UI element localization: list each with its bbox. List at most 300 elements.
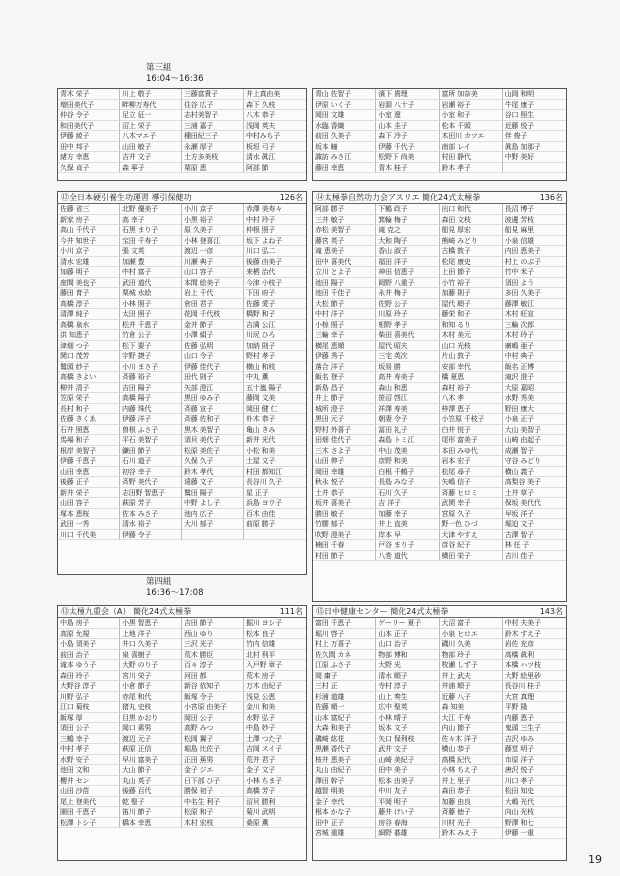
member-name: 川野 弘子 xyxy=(58,692,120,703)
member-name: 星 正子 xyxy=(244,488,306,499)
member-name: 森村 裕子 xyxy=(440,383,503,394)
member-name: 張 文英 xyxy=(120,246,182,257)
member-name: 土井 恭子 xyxy=(313,488,376,499)
member-name: 中村 孝子 xyxy=(58,744,120,755)
member-name: 吉川 佳子 xyxy=(503,551,566,562)
member-name: 大野谷 淳子 xyxy=(58,681,120,692)
block-member-count: 111名 xyxy=(279,607,303,616)
member-name: 井上 直美 xyxy=(376,519,439,530)
member-name: 鈴木 すえ子 xyxy=(503,629,566,640)
member-name: 飯塚 厚 xyxy=(58,713,120,724)
member-name: 三藤富貴子 xyxy=(182,89,244,100)
member-name: 佐藤 弘明 xyxy=(182,341,244,352)
member-name: 土澤 つた子 xyxy=(244,734,306,745)
member-name: 百々 淳子 xyxy=(182,660,244,671)
member-name: 高野 みつ xyxy=(182,723,244,734)
member-name: 堀川 啓子 xyxy=(313,629,376,640)
member-name: 伊藤 佳代子 xyxy=(182,362,244,373)
member-name: 高橋 陽子 xyxy=(120,393,182,404)
member-name: 石川 久子 xyxy=(376,488,439,499)
member-name: 乾 聖子 xyxy=(120,797,182,808)
member-name: 小室 和子 xyxy=(440,110,503,121)
member-name: 原 久美子 xyxy=(182,225,244,236)
member-name: 木村 旺宣 xyxy=(503,309,566,320)
member-name: 泉 喜樹子 xyxy=(120,650,182,661)
member-name: 新井 光代 xyxy=(244,435,306,446)
member-name: 勝保 初子 xyxy=(182,786,244,797)
member-name: 正田 蕉男 xyxy=(182,755,244,766)
member-name: 細野 碁雄 xyxy=(376,828,439,839)
member-name: 前原 勝子 xyxy=(244,519,306,530)
member-name: 井浦 順子 xyxy=(440,681,503,692)
member-name: 小島 須美子 xyxy=(58,639,120,650)
member-name: 屋代 昭夫 xyxy=(376,341,439,352)
member-name: 花岡 千代枝 xyxy=(182,309,244,320)
member-name: 小澤 絹子 xyxy=(182,330,244,341)
member-name: 牧瀬 しず子 xyxy=(440,660,503,671)
member-name: 中名生 利子 xyxy=(182,797,244,808)
member-name xyxy=(182,530,244,541)
block-member-count: 136名 xyxy=(539,193,563,202)
member-name: 掘川 ヨシ子 xyxy=(244,618,306,629)
member-name: 長島 みな子 xyxy=(376,477,439,488)
member-name: 志田野 智恵子 xyxy=(120,488,182,499)
member-name: 野村 孝子 xyxy=(244,351,306,362)
member-name: 武田 一秀 xyxy=(58,519,120,530)
member-name: 出口 和代 xyxy=(440,204,503,215)
member-name: 水野 安子 xyxy=(58,755,120,766)
member-name: 竹倉 公子 xyxy=(120,330,182,341)
member-name: 鷲頭 紗子 xyxy=(58,362,120,373)
member-name: 小椋 照子 xyxy=(313,320,376,331)
member-name: 木村 玲子 xyxy=(503,330,566,341)
member-name: 伊藤 綾子 xyxy=(58,131,120,142)
member-name: 永瀬 厚子 xyxy=(182,142,244,153)
member-name: 和田美代子 xyxy=(58,121,120,132)
block-title xyxy=(313,606,566,618)
member-name: 仲根 照子 xyxy=(244,225,306,236)
member-name: 近藤 八子 xyxy=(440,692,503,703)
member-name: 田中 美子 xyxy=(376,765,439,776)
member-name: 川原 玲子 xyxy=(376,309,439,320)
member-name: 坂易 勝 xyxy=(376,362,439,373)
member-name: 香山 淑子 xyxy=(376,246,439,257)
member-name: 諏訪 みさ江 xyxy=(313,152,376,163)
member-name: 川口 千代美 xyxy=(58,530,120,541)
member-name: 伊藤 洋子 xyxy=(120,414,182,425)
member-name: 鷲田 陽子 xyxy=(182,488,244,499)
member-name: 水野 秀美 xyxy=(503,393,566,404)
member-name: 三鶴 幸子 xyxy=(58,734,120,745)
member-name: 新島 昌子 xyxy=(313,383,376,394)
member-name: 江原 ふさ子 xyxy=(313,660,376,671)
member-name: 松岡 翼子 xyxy=(182,734,244,745)
member-name: 山田 容子 xyxy=(58,498,120,509)
member-name xyxy=(244,530,306,541)
member-name: 清水 順子 xyxy=(376,671,439,682)
member-name: 山岡 和明 xyxy=(503,89,566,100)
member-name: 曽根 ふさ子 xyxy=(120,425,182,436)
member-name: 黒瀬 香代子 xyxy=(313,744,376,755)
member-name: 八巻 道代 xyxy=(376,551,439,562)
member-name: 清澤 純子 xyxy=(58,309,120,320)
member-name: 浜島 ヨウ子 xyxy=(244,498,306,509)
member-name: 市原 洋子 xyxy=(503,755,566,766)
member-name: 清水 裕子 xyxy=(120,519,182,530)
roster-block-13 xyxy=(57,605,307,861)
member-name: 坂本 瞳 xyxy=(313,142,376,153)
member-name: 今津 小枝子 xyxy=(244,278,306,289)
member-name: 村上 のぶ子 xyxy=(503,257,566,268)
member-name: 吉沢 ゆみ xyxy=(503,734,566,745)
member-name: 斉藤 徳子 xyxy=(440,807,503,818)
member-name: 宇野 捷子 xyxy=(120,351,182,362)
roster-block-top-left xyxy=(57,88,307,181)
member-name: 小倉 節子 xyxy=(120,681,182,692)
member-name: 本橋 ハツ枝 xyxy=(503,660,566,671)
member-name: 浅岡 英夫 xyxy=(244,121,306,132)
member-name: 関口 茂芳 xyxy=(58,351,120,362)
member-name: 大野 光 xyxy=(376,660,439,671)
member-name: 猪丸 史枝 xyxy=(120,702,182,713)
member-name: 尾上 登美代 xyxy=(58,797,120,808)
member-name: 矢嶋 信子 xyxy=(440,477,503,488)
member-name: 後藤 正子 xyxy=(58,477,120,488)
block-title xyxy=(313,192,566,204)
member-name: 大嶋 光代 xyxy=(503,797,566,808)
member-name: 坂下 よね子 xyxy=(244,236,306,247)
member-name: 足立 征一 xyxy=(120,110,182,121)
member-name: 池田 千佳子 xyxy=(313,288,376,299)
member-name: 鈴木 孝代 xyxy=(182,467,244,478)
member-name: 岩上 千代 xyxy=(182,288,244,299)
member-name: 中村 典子 xyxy=(503,351,566,362)
member-name: 小松 和美 xyxy=(244,446,306,457)
member-name: 土屋 文子 xyxy=(244,456,306,467)
member-name: 野澤 和七 xyxy=(503,818,566,829)
member-name: 浅見 公恵 xyxy=(244,692,306,703)
member-name: 橋野 和子 xyxy=(244,309,306,320)
member-name: 笹沼 啓江 xyxy=(376,393,439,404)
member-name: 川村 光子 xyxy=(440,818,503,829)
member-name: 堀迫 文子 xyxy=(503,519,566,530)
member-name: 松田 知史 xyxy=(503,786,566,797)
member-name: 宮城 重雄 xyxy=(313,828,376,839)
member-name: 大沼 富子 xyxy=(440,618,503,629)
member-name: 三村 正 xyxy=(313,681,376,692)
member-name: 矢口 保利枝 xyxy=(376,734,439,745)
member-name: 大宮 真理 xyxy=(503,692,566,703)
roster-block-12 xyxy=(57,191,307,575)
member-name: 安部 幸代 xyxy=(440,362,503,373)
member-name: 藤田 幸恵 xyxy=(313,163,376,174)
member-name: 柴田 喜美代 xyxy=(376,330,439,341)
member-name: 石川 道子 xyxy=(120,456,182,467)
member-name: 飯塚 令子 xyxy=(182,692,244,703)
member-name: 松本 千頭 xyxy=(440,121,503,132)
member-name: 小川 京子 xyxy=(58,246,120,257)
member-name: 西山 ゆり xyxy=(182,629,244,640)
member-name: 橋 夏恵 xyxy=(440,372,503,383)
member-name: 林 任 子 xyxy=(503,540,566,551)
member-name: 小泉 正子 xyxy=(503,414,566,425)
member-name: 赤尾 和代 xyxy=(120,692,182,703)
member-name: 堀島 比佐子 xyxy=(182,744,244,755)
member-name: 秋永 悦子 xyxy=(313,477,376,488)
member-name: 金子 文子 xyxy=(244,765,306,776)
member-name xyxy=(503,163,566,174)
member-name: 滝沢 澄子 xyxy=(503,372,566,383)
member-name: 小竹 裕子 xyxy=(440,278,503,289)
member-name: 吉田 陽子 xyxy=(120,383,182,394)
member-name: 山崎 由起子 xyxy=(503,435,566,446)
member-name: 城所 澄子 xyxy=(313,404,376,415)
member-name: 松尾 康史 xyxy=(440,257,503,268)
member-name: 笛川 節子 xyxy=(120,807,182,818)
member-name: 波邊 芳枝 xyxy=(503,215,566,226)
member-name: 山崎 美紀子 xyxy=(376,755,439,766)
member-name: 中島 妙子 xyxy=(244,723,306,734)
member-name: 種田紀三子 xyxy=(182,131,244,142)
name-grid xyxy=(58,618,306,828)
member-name: 八木 孝 xyxy=(440,393,503,404)
member-name: 井上 節子 xyxy=(313,393,376,404)
member-name: 井口 久美子 xyxy=(120,639,182,650)
member-name: 佐久間 カネ xyxy=(313,650,376,661)
group3-header xyxy=(146,63,204,85)
member-name: 清水 眞江 xyxy=(244,152,306,163)
member-name: 田代 則子 xyxy=(182,372,244,383)
member-name: 濱下 貴理 xyxy=(376,89,439,100)
member-name: 森田 玲子 xyxy=(58,671,120,682)
member-name: 須田 よう xyxy=(503,278,566,289)
member-name: 成瀬 智子 xyxy=(503,446,566,457)
member-name: 横山 和枝 xyxy=(244,362,306,373)
member-name: 井上 里子 xyxy=(440,776,503,787)
name-grid xyxy=(313,204,566,561)
member-name: 武田 道代 xyxy=(120,278,182,289)
roster-block-15 xyxy=(312,605,567,861)
member-name: 江口 菊枝 xyxy=(58,702,120,713)
member-name: 朴木 恭子 xyxy=(244,414,306,425)
member-name: 三輪 幸子 xyxy=(313,330,376,341)
member-name: 丸山 英子 xyxy=(120,776,182,787)
member-name: 森山 和恵 xyxy=(376,383,439,394)
member-name: 野村 外喜子 xyxy=(313,425,376,436)
member-name: 藤井 けい子 xyxy=(376,807,439,818)
name-grid xyxy=(58,89,306,173)
member-name: 小林 晴子 xyxy=(376,713,439,724)
member-name: 牛尾 康子 xyxy=(503,100,566,111)
member-name: 梓澤 恵子 xyxy=(440,404,503,415)
member-name: 冨田 礼子 xyxy=(376,425,439,436)
member-name: 百木 由佳 xyxy=(244,509,306,520)
member-name: 小林 ちま子 xyxy=(244,776,306,787)
member-name: 後藤 由美子 xyxy=(244,257,306,268)
member-name: 桑原 薫 xyxy=(244,818,306,829)
member-name: ゲーリー 夏子 xyxy=(376,618,439,629)
member-name: 戸谷 まり子 xyxy=(376,540,439,551)
member-name: 根岸 美智子 xyxy=(58,446,120,457)
member-name: 横田 栄子 xyxy=(440,551,503,562)
member-name: 祥澤 寿美 xyxy=(376,404,439,415)
member-name: 新井 栄子 xyxy=(58,488,120,499)
member-name: 谷口 照生 xyxy=(503,110,566,121)
member-name: 磯崎 紘花 xyxy=(313,734,376,745)
member-name: 藤澤 敏江 xyxy=(503,299,566,310)
member-name: 加藤 幸子 xyxy=(376,509,439,520)
member-name: 富所 加奈美 xyxy=(440,89,503,100)
member-name: 田中 邦子 xyxy=(58,142,120,153)
member-name: 永井 梅子 xyxy=(376,288,439,299)
member-name: 岩瀬 裕子 xyxy=(440,100,503,111)
page-number: 19 xyxy=(588,853,602,866)
member-name: 福田 洋子 xyxy=(376,257,439,268)
block-title-text: ⑮日中健康センター 簡化24式太極拳 xyxy=(316,607,449,616)
member-name: 竹腰 郁子 xyxy=(313,519,376,530)
member-name: 相野 孝子 xyxy=(376,320,439,331)
member-name: 伴 俊子 xyxy=(503,131,566,142)
member-name: 伊原 いく子 xyxy=(313,100,376,111)
member-name: 古澤 智子 xyxy=(503,530,566,541)
member-name: 小川 まさ子 xyxy=(120,362,182,373)
member-name: 三輪 次郎 xyxy=(503,320,566,331)
member-name: 森下 冷子 xyxy=(376,131,439,142)
member-name: 斉藤 佐和子 xyxy=(182,414,244,425)
group4-header xyxy=(146,577,204,599)
member-name: 佐本 みさ子 xyxy=(120,509,182,520)
member-name: 日下部 ひ子 xyxy=(182,776,244,787)
member-name: 岡 庸子 xyxy=(313,671,376,682)
member-name: 加藤 則子 xyxy=(440,288,503,299)
member-name: 八木マエ子 xyxy=(120,131,182,142)
member-name: 吉井 文子 xyxy=(120,152,182,163)
member-name: 大津 やすえ xyxy=(440,530,503,541)
member-name: 磯川 久美 xyxy=(440,639,503,650)
member-name: 佐藤 省三 xyxy=(58,204,120,215)
member-name: 塚本 恵桜 xyxy=(58,509,120,520)
member-name: 山上 奏生 xyxy=(376,692,439,703)
member-name: 長沼 博子 xyxy=(503,204,566,215)
roster-block-14 xyxy=(312,191,567,602)
member-name: 山田 敏子 xyxy=(120,142,182,153)
member-name: 松原 和子 xyxy=(182,807,244,818)
member-name: 三沢 光子 xyxy=(182,639,244,650)
member-name: 船見 厚宏 xyxy=(440,225,503,236)
member-name: 熊崎 みどり xyxy=(440,236,503,247)
member-name: 根本 かな子 xyxy=(313,807,376,818)
member-name: 矢部 澄江 xyxy=(182,383,244,394)
member-name: 岡野 八重子 xyxy=(376,278,439,289)
member-name: 野一色 ひづ xyxy=(440,519,503,530)
member-name: 飯名 正博 xyxy=(503,362,566,373)
member-name: 森 寧子 xyxy=(120,163,182,174)
member-name: 斉藤 裕子 xyxy=(120,372,182,383)
name-grid xyxy=(313,618,566,839)
member-name: 飯名 登子 xyxy=(313,372,376,383)
member-name: 小川 京子 xyxy=(182,204,244,215)
member-name: 志村美智子 xyxy=(182,110,244,121)
member-name: 沼上 栄子 xyxy=(120,121,182,132)
member-name: 滝本 ゆう子 xyxy=(58,660,120,671)
member-name: 中村みち子 xyxy=(244,131,306,142)
member-name: 小黒 智恵子 xyxy=(120,618,182,629)
member-name: 屋代 順子 xyxy=(440,299,503,310)
member-name: 木村 宏枝 xyxy=(182,818,244,829)
member-name: 坂本 文子 xyxy=(376,723,439,734)
member-name: 加納 則子 xyxy=(244,341,306,352)
member-name: 荒木 勝臣 xyxy=(182,650,244,661)
member-name: 小笠原 千枝子 xyxy=(440,414,503,425)
member-name: 本田 みゆ代 xyxy=(440,446,503,457)
member-name: 三宅 英次 xyxy=(376,351,439,362)
member-name: 岩淵 八十子 xyxy=(376,100,439,111)
member-name: 竹内 信雄 xyxy=(244,639,306,650)
member-name: 松野下 尚美 xyxy=(376,152,439,163)
member-name: 八木 恭子 xyxy=(244,110,306,121)
group4-title: 第四組 xyxy=(146,577,172,587)
member-name: 中村 玲子 xyxy=(244,215,306,226)
member-name: 岡口 素男 xyxy=(120,723,182,734)
member-name: 横山 恭子 xyxy=(440,744,503,755)
member-name: 中野 よし子 xyxy=(182,498,244,509)
block-title-text: ⑫全日本硬引養生功運習 導引保健功 xyxy=(61,193,192,202)
member-name: 橋本 幸恵 xyxy=(120,818,182,829)
member-name: 柳井 清子 xyxy=(58,383,120,394)
member-name: 小宮原 由美子 xyxy=(182,702,244,713)
member-name: 小林 登喜江 xyxy=(182,236,244,247)
member-name: 須貝 美代子 xyxy=(182,435,244,446)
member-name: 神田 信恵子 xyxy=(376,267,439,278)
member-name: 近藤 悦子 xyxy=(503,121,566,132)
member-name: 小泉 信雄 xyxy=(503,236,566,247)
member-name: 下鶴 政子 xyxy=(376,204,439,215)
member-name: 高原 允規 xyxy=(58,629,120,640)
member-name: 佐藤 きくゑ xyxy=(58,414,120,425)
member-name: 白井 悦子 xyxy=(440,425,503,436)
member-name: 加藤 明子 xyxy=(58,267,120,278)
member-name: 山口 治子 xyxy=(376,639,439,650)
member-name: 古橋 敦子 xyxy=(440,246,503,257)
member-name: 津畑 つ子 xyxy=(58,341,120,352)
member-name: 滝 克之 xyxy=(376,225,439,236)
member-name: 畔柳万寿代 xyxy=(120,100,182,111)
member-name: 三木 さよ子 xyxy=(313,446,376,457)
member-name: 久保 貞子 xyxy=(58,163,120,174)
member-name: 遠藤 文子 xyxy=(182,477,244,488)
member-name: 岡田 健 仁 xyxy=(244,404,306,415)
member-name: 眞島 加那子 xyxy=(503,142,566,153)
member-name: 南部 レイ xyxy=(440,142,503,153)
member-name: 荒井 君子 xyxy=(244,755,306,766)
member-name: 廣嶋 亜子 xyxy=(503,341,566,352)
member-name: 広中 聖英 xyxy=(376,702,439,713)
member-name: 桜井 恵美子 xyxy=(313,755,376,766)
member-name: 中島 房子 xyxy=(58,618,120,629)
member-name: 中村 洋子 xyxy=(313,309,376,320)
member-name: 上田 節子 xyxy=(440,267,503,278)
member-name: 今井 知世子 xyxy=(58,236,120,247)
member-name: 板垣 弓子 xyxy=(244,142,306,153)
member-name: 高橋 芳子 xyxy=(244,786,306,797)
member-name: 櫻井 セン xyxy=(58,776,120,787)
member-name: 朝妻 令子 xyxy=(376,414,439,425)
member-name: 座間 美也子 xyxy=(58,278,120,289)
member-name: 鎌田 節子 xyxy=(120,446,182,457)
group4-time: 16:36～17:08 xyxy=(146,588,204,598)
member-name: 上地 洋子 xyxy=(120,629,182,640)
member-name: 森島 トミ江 xyxy=(376,435,439,446)
